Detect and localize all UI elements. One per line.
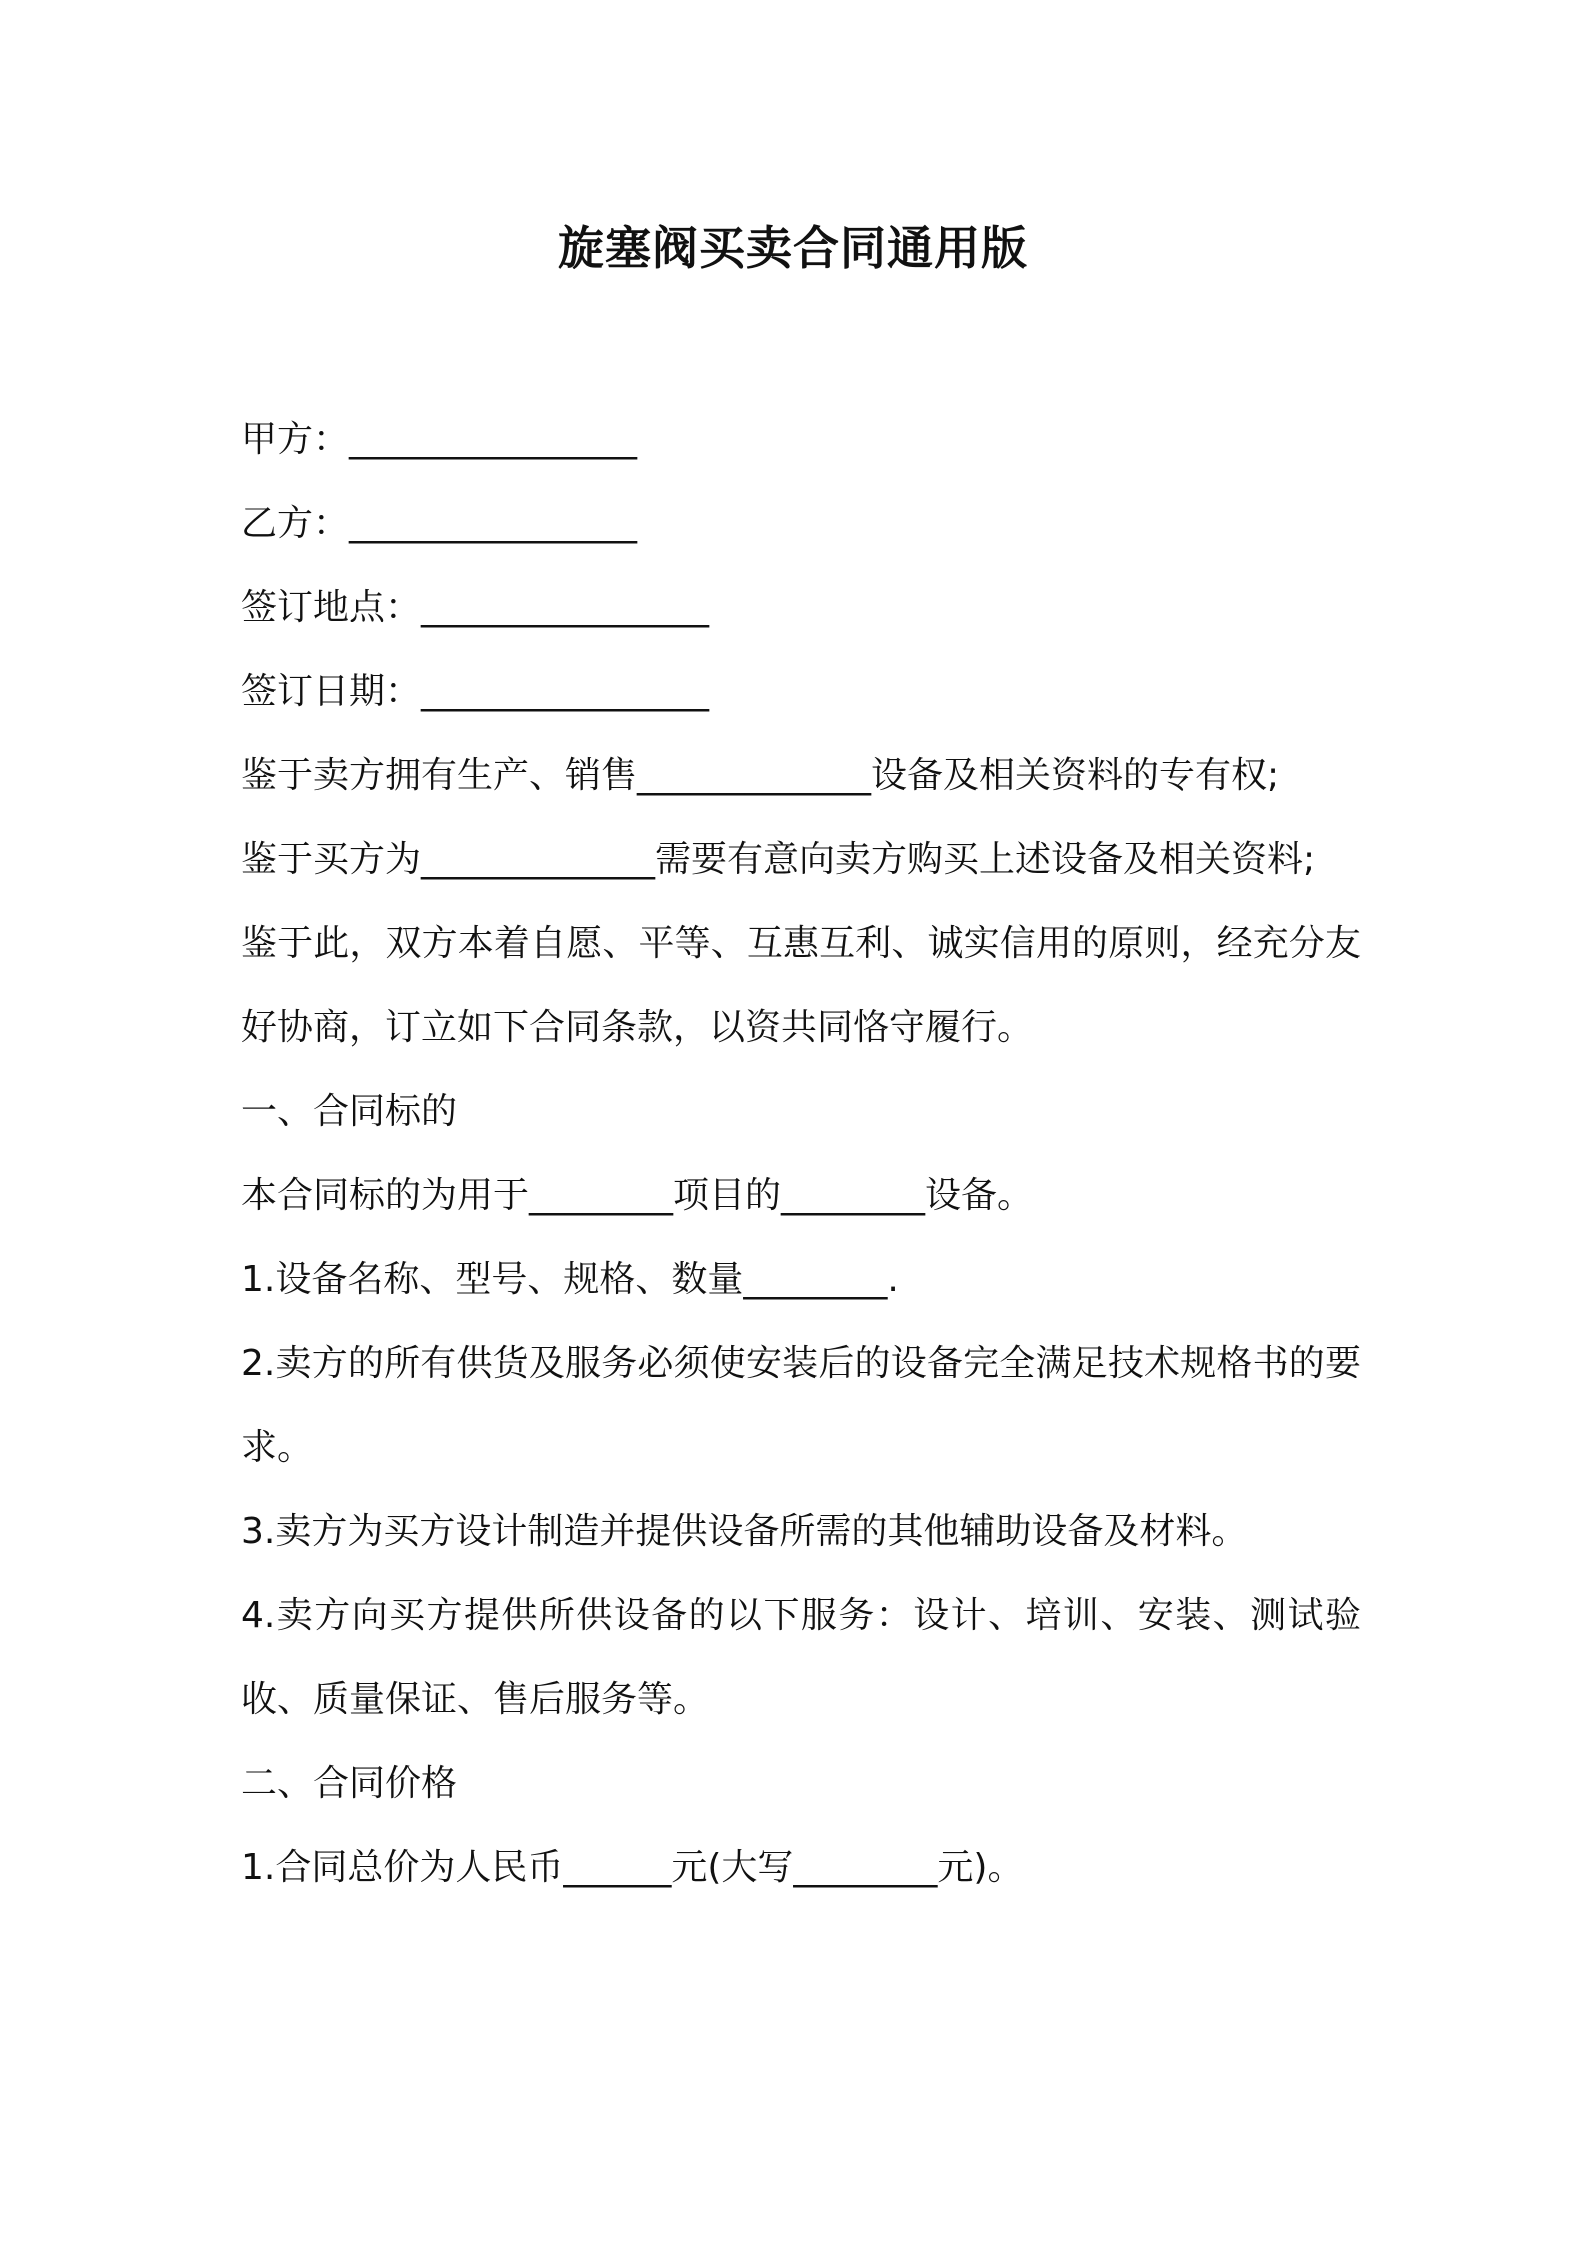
- signing-date-line: 签订日期：________________: [241, 671, 710, 712]
- clause-2-1: 1.合同总价为人民币______元(大写________元)。: [241, 1847, 1024, 1888]
- recital-seller-paragraph: 鉴于卖方拥有生产、销售_____________设备及相关资料的专有权;: [241, 755, 1280, 796]
- section-heading-subject: 一、合同标的: [241, 1091, 458, 1132]
- party-b-line: 乙方：________________: [241, 503, 638, 544]
- recital-agreement-paragraph: 鉴于此，双方本着自愿、平等、互惠互利、诚实信用的原则，经充分友好协商，订立如下合同条款，以资共同恪守履行。: [241, 923, 1361, 1048]
- clause-1-4: 4.卖方向买方提供所供设备的以下服务：设计、培训、安装、测试验收、质量保证、售后服务等。: [241, 1595, 1361, 1720]
- document-body: [241, 398, 1361, 1910]
- clause-1-1: 1.设备名称、型号、规格、数量________.: [241, 1259, 899, 1300]
- recital-buyer-paragraph: 鉴于买方为_____________需要有意向卖方购买上述设备及相关资料;: [241, 839, 1316, 880]
- party-a-line: 甲方：________________: [241, 419, 638, 460]
- document-title: 旋塞阀买卖合同通用版: [558, 221, 1028, 275]
- clause-1-3: 3.卖方为买方设计制造并提供设备所需的其他辅助设备及材料。: [241, 1511, 1248, 1552]
- signing-place-line: 签订地点：________________: [241, 587, 710, 628]
- section-heading-price: 二、合同价格: [241, 1763, 458, 1804]
- subject-paragraph: 本合同标的为用于________项目的________设备。: [241, 1175, 1034, 1216]
- clause-1-2: 2.卖方的所有供货及服务必须使安装后的设备完全满足技术规格书的要求。: [241, 1343, 1361, 1468]
